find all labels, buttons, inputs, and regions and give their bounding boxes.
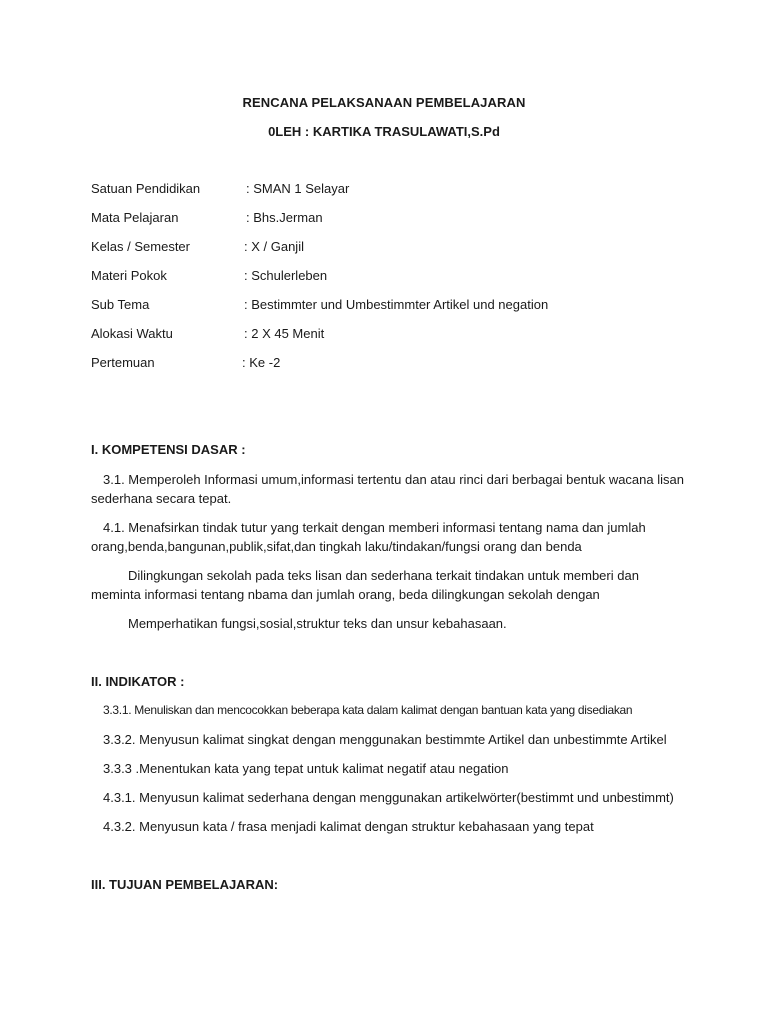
info-label: Satuan Pendidikan — [91, 181, 201, 196]
section-heading-indikator: II. INDIKATOR : — [91, 674, 185, 689]
indikator-item: 3.3.2. Menyusun kalimat singkat dengan menggunakan bestimmte Artikel dan unbestimmte Artikel — [103, 732, 667, 747]
info-value: : Ke -2 — [242, 355, 281, 370]
indikator-item: 4.3.1. Menyusun kalimat sederhana dengan menggunakan artikelwörter(bestimmt und unbestimmt) — [103, 790, 674, 805]
info-label: Sub Tema — [91, 297, 150, 312]
indikator-item: 3.3.1. Menuliskan dan mencocokkan beberapa kata dalam kalimat dengan bantuan kata yang disediakan — [103, 703, 633, 717]
info-value: : Schulerleben — [244, 268, 328, 283]
section-heading-kompetensi: I. KOMPETENSI DASAR : — [91, 442, 246, 457]
info-label: Kelas / Semester — [91, 239, 190, 254]
info-value: : 2 X 45 Menit — [244, 326, 325, 341]
kompetensi-paragraph: Memperhatikan fungsi,sosial,struktur teks dan unsur kebahasaan. — [128, 616, 507, 631]
info-value: : SMAN 1 Selayar — [246, 181, 350, 196]
document-author: 0LEH : KARTIKA TRASULAWATI,S.Pd — [268, 124, 500, 139]
kompetensi-paragraph: 4.1. Menafsirkan tindak tutur yang terkait dengan memberi informasi tentang nama dan jumlah orang,benda,bangunan,publik,sifat,dan tingkah laku/tindakan/fungsi orang dan benda — [91, 520, 646, 554]
indikator-item: 4.3.2. Menyusun kata / frasa menjadi kalimat dengan struktur kebahasaan yang tepat — [103, 819, 594, 834]
info-value: : X / Ganjil — [244, 239, 304, 254]
document-title: RENCANA PELAKSANAAN PEMBELAJARAN — [242, 95, 526, 110]
info-value: : Bestimmter und Umbestimmter Artikel und negation — [244, 297, 549, 312]
info-label: Alokasi Waktu — [91, 326, 173, 341]
info-value: : Bhs.Jerman — [246, 210, 323, 225]
info-label: Pertemuan — [91, 355, 155, 370]
kompetensi-paragraph: 3.1. Memperoleh Informasi umum,informasi tertentu dan atau rinci dari berbagai bentuk wacana lisan sederhana secara tepat. — [91, 472, 684, 506]
section-heading-tujuan: III. TUJUAN PEMBELAJARAN: — [91, 877, 279, 892]
kompetensi-paragraph: Dilingkungan sekolah pada teks lisan dan sederhana terkait tindakan untuk memberi dan meminta informasi tentang nbama dan jumlah orang, beda dilingkungan sekolah dengan — [91, 568, 639, 602]
indikator-item: 3.3.3 .Menentukan kata yang tepat untuk kalimat negatif atau negation — [103, 761, 509, 776]
info-label: Materi Pokok — [91, 268, 167, 283]
info-label: Mata Pelajaran — [91, 210, 179, 225]
